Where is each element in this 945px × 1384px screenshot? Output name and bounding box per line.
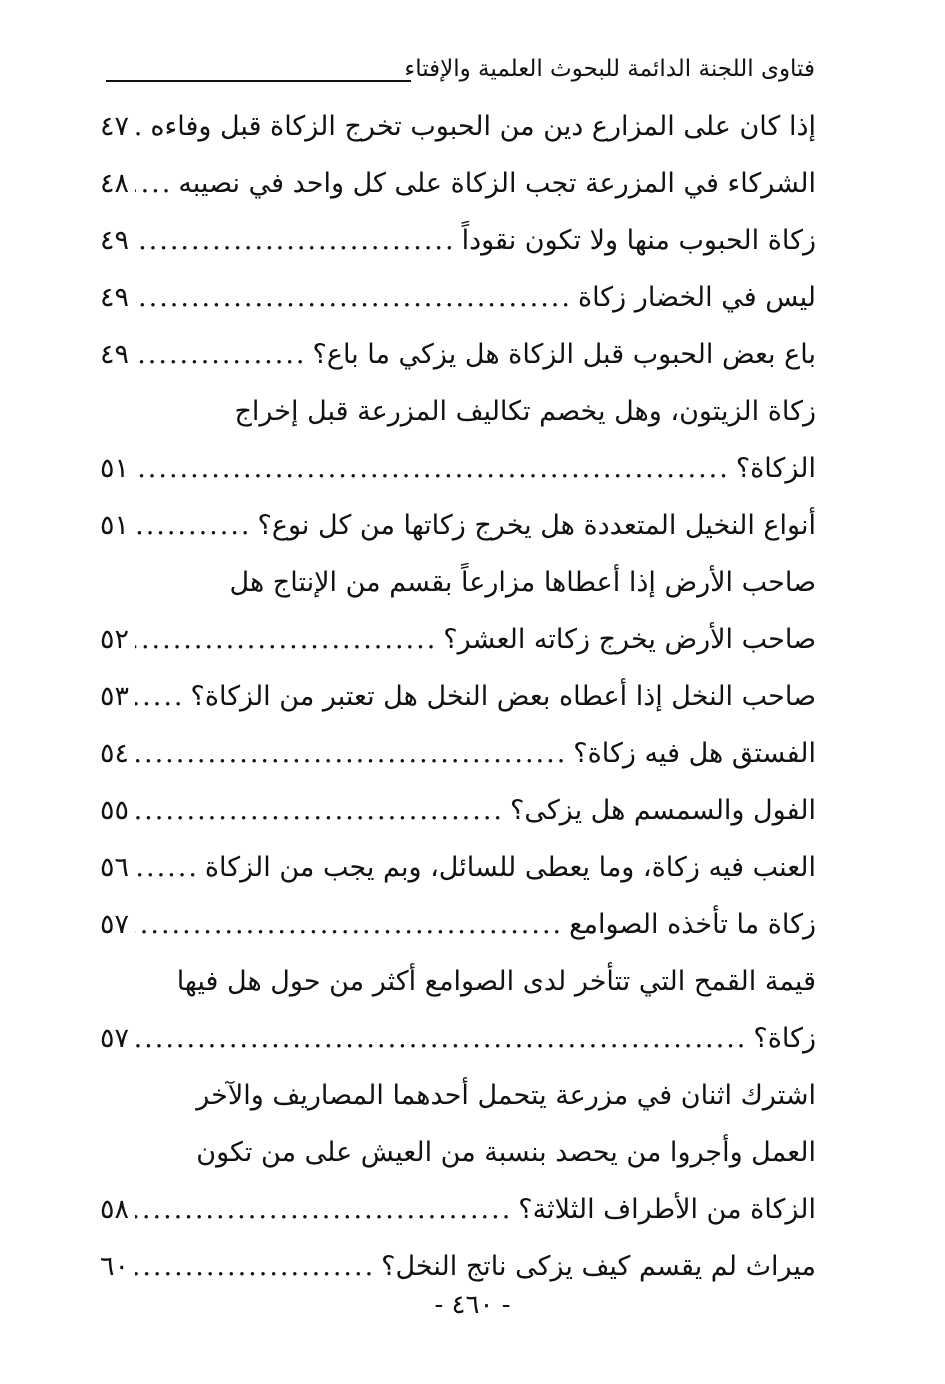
toc-entry-line — [100, 98, 816, 155]
toc-entry-line — [100, 782, 816, 839]
dot-leader — [135, 795, 504, 826]
toc-entry-title: زكاة الزيتون، وهل يخصم تكاليف المزرعة قبل إخراج — [234, 396, 816, 427]
dot-leader — [135, 282, 572, 313]
toc-entry-line — [100, 1124, 816, 1181]
toc-entry-title: باع بعض الحبوب قبل الزكاة هل يزكي ما باع؟ — [312, 339, 816, 370]
toc-page-number: ٥٨ — [100, 1194, 130, 1225]
toc-entry-line — [100, 1010, 816, 1067]
toc-entry-line — [100, 269, 816, 326]
toc-entry-title: العمل وأجروا من يحصد بنسبة من العيش على من تكون — [196, 1137, 816, 1168]
toc-entry-title: اشترك اثنان في مزرعة يتحمل أحدهما المصاريف والآخر — [196, 1080, 816, 1111]
toc-entry-line — [100, 839, 816, 896]
toc-page-number: ٦٠ — [100, 1251, 130, 1282]
toc-entry-title: صاحب الأرض يخرج زكاته العشر؟ — [443, 624, 816, 655]
toc-entry-line — [100, 440, 816, 497]
toc-entry-title: أنواع النخيل المتعددة هل يخرج زكاتها من كل نوع؟ — [257, 510, 816, 541]
dot-leader — [135, 510, 252, 541]
toc-entry-line — [100, 383, 816, 440]
header-rule — [106, 80, 411, 82]
toc-entry-title: صاحب الأرض إذا أعطاها مزارعاً بقسم من الإنتاج هل — [229, 567, 816, 598]
toc-entry-title: الفستق هل فيه زكاة؟ — [573, 738, 816, 769]
toc-page-number: ٤٧ — [100, 111, 130, 142]
dot-leader — [135, 1251, 375, 1282]
toc-entry-line — [100, 326, 816, 383]
running-header: فتاوى اللجنة الدائمة للبحوث العلمية والإفتاء — [404, 56, 815, 82]
dot-leader — [135, 852, 199, 883]
dot-leader — [135, 738, 567, 769]
dot-leader — [135, 168, 172, 199]
toc-entry-title: الزكاة؟ — [735, 453, 816, 484]
toc-entry-title: العنب فيه زكاة، وما يعطى للسائل، وبم يجب من الزكاة — [204, 852, 816, 883]
toc-entry-title: زكاة؟ — [753, 1023, 816, 1054]
dot-leader — [135, 909, 563, 940]
dot-leader — [135, 339, 307, 370]
toc-page-number: ٤٩ — [100, 225, 130, 256]
toc-page-number: ٥٤ — [100, 738, 130, 769]
toc-page-number: ٥١ — [100, 510, 130, 541]
toc-entry-title: إذا كان على المزارع دين من الحبوب تخرج الزكاة قبل وفاءه — [150, 111, 816, 142]
toc-entry-title: الشركاء في المزرعة تجب الزكاة على كل واحد في نصيبه — [178, 168, 816, 199]
toc-entry-line — [100, 1067, 816, 1124]
toc-entry-title: زكاة ما تأخذه الصوامع — [569, 909, 816, 940]
toc-entry-title: زكاة الحبوب منها ولا تكون نقوداً — [461, 225, 816, 256]
toc-entry-title: قيمة القمح التي تتأخر لدى الصوامع أكثر من حول هل فيها — [176, 966, 816, 997]
dot-leader — [135, 1194, 512, 1225]
toc-entry-title: الفول والسمسم هل يزكى؟ — [509, 795, 816, 826]
toc-entry-title: الزكاة من الأطراف الثلاثة؟ — [518, 1194, 816, 1225]
dot-leader — [135, 111, 144, 142]
toc-page-number: ٤٨ — [100, 168, 130, 199]
toc-entry-line — [100, 212, 816, 269]
dot-leader — [135, 624, 437, 655]
toc-page-number: ٤٩ — [100, 282, 130, 313]
toc-entry-line — [100, 725, 816, 782]
toc-page-number: ٤٩ — [100, 339, 130, 370]
dot-leader — [135, 453, 730, 484]
toc-entry-line — [100, 554, 816, 611]
toc-page-number: ٥٢ — [100, 624, 130, 655]
dot-leader — [135, 225, 456, 256]
toc-entry-title: صاحب النخل إذا أعطاه بعض النخل هل تعتبر من الزكاة؟ — [190, 681, 816, 712]
dot-leader — [135, 681, 184, 712]
toc-page-number: ٥٧ — [100, 909, 130, 940]
toc-entry-line — [100, 668, 816, 725]
toc-entry-line — [100, 155, 816, 212]
toc-page-number: ٥٧ — [100, 1023, 130, 1054]
toc-page-number: ٥٥ — [100, 795, 130, 826]
page-number: - ٤٦٠ - — [434, 1290, 511, 1320]
toc-entry-line — [100, 953, 816, 1010]
toc-page-number: ٥٦ — [100, 852, 130, 883]
toc-page-number: ٥٣ — [100, 681, 130, 712]
toc-entry-line — [100, 896, 816, 953]
table-of-contents — [100, 98, 816, 1295]
toc-entry-line — [100, 497, 816, 554]
toc-entry-line — [100, 611, 816, 668]
toc-entry-title: ليس في الخضار زكاة — [577, 282, 816, 313]
toc-entry-line — [100, 1238, 816, 1295]
toc-page-number: ٥١ — [100, 453, 130, 484]
dot-leader — [135, 1023, 747, 1054]
toc-entry-title: ميراث لم يقسم كيف يزكى ناتج النخل؟ — [381, 1251, 816, 1282]
toc-entry-line — [100, 1181, 816, 1238]
